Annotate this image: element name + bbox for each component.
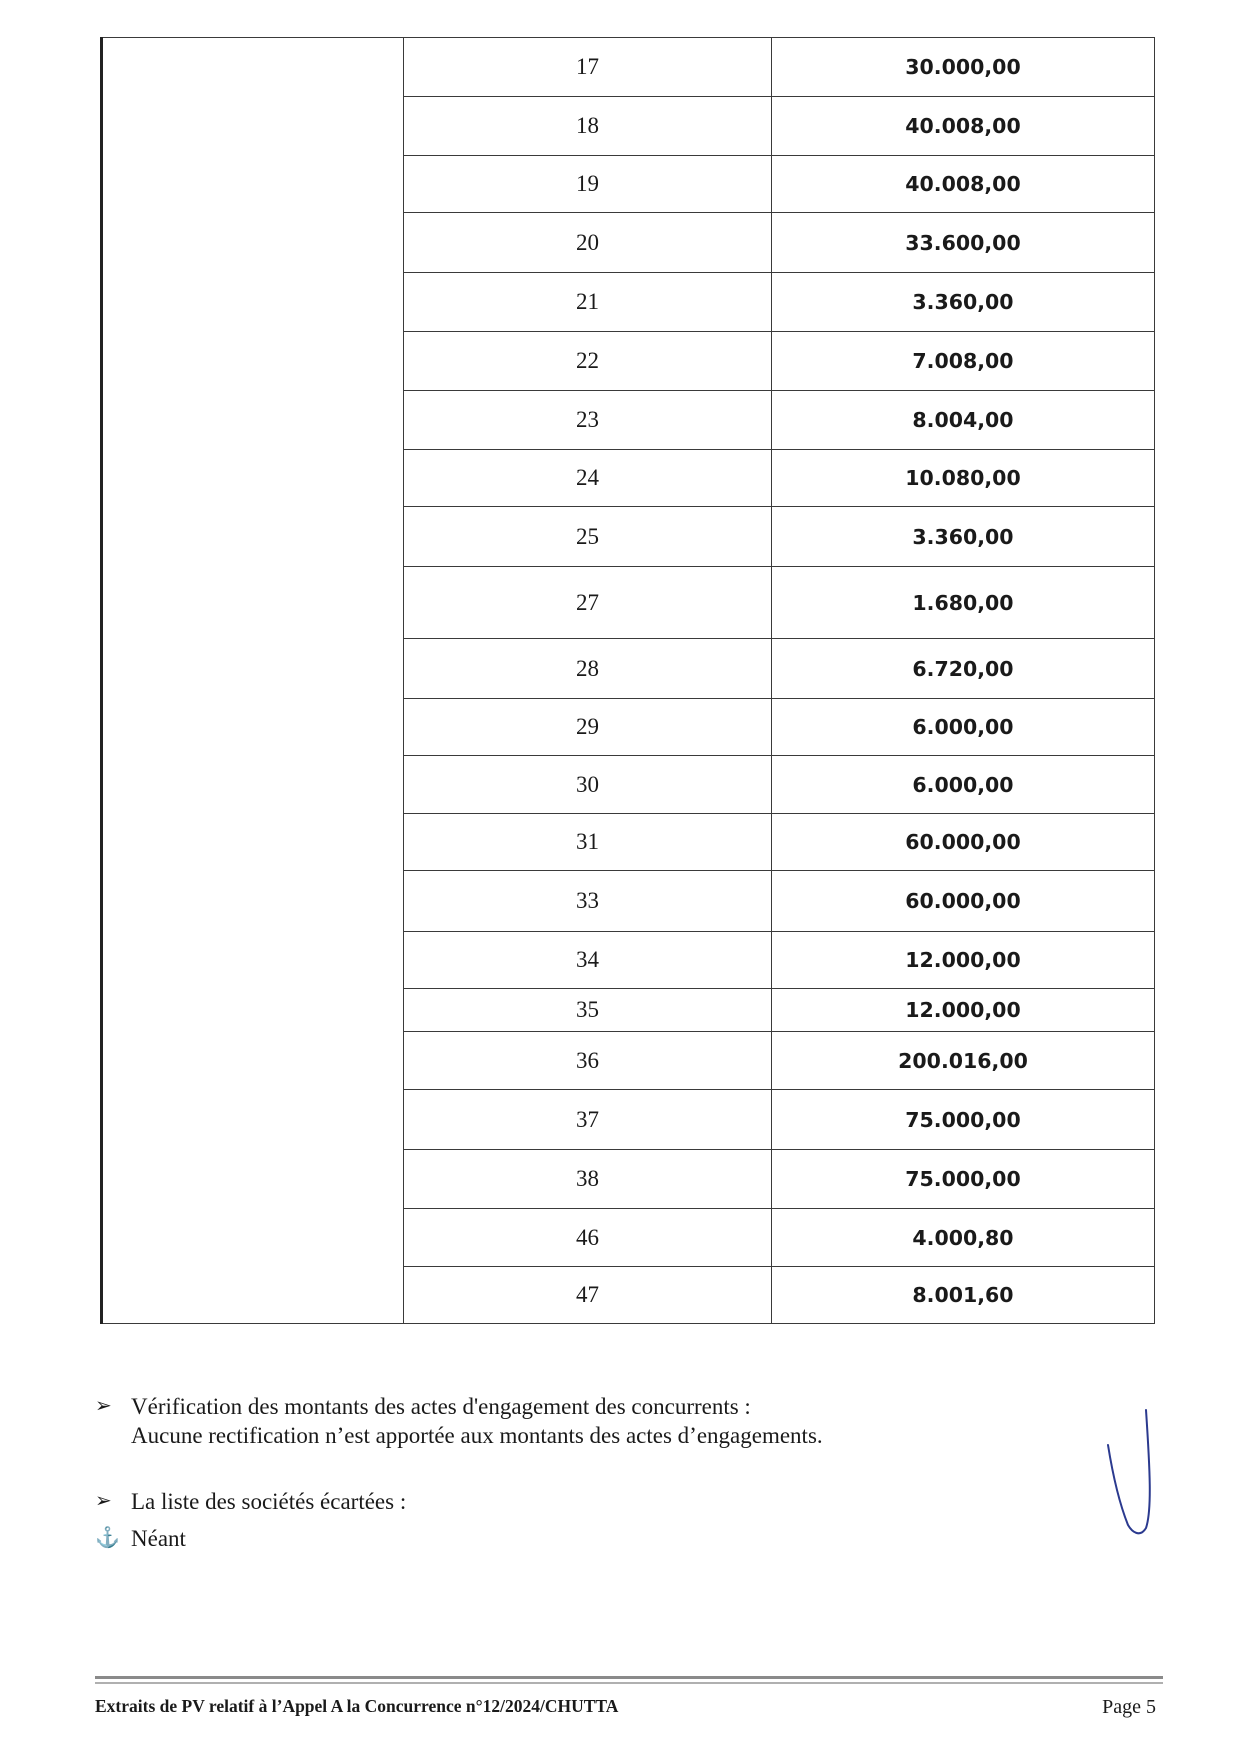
amount-cell: 8.004,00	[772, 391, 1155, 450]
page-footer	[95, 1676, 1163, 1719]
amount-cell: 4.000,80	[772, 1209, 1155, 1267]
amount-cell: 6.000,00	[772, 699, 1155, 756]
signature-mark	[1100, 1400, 1170, 1570]
arrow-bullet-icon: ➢	[95, 1490, 112, 1512]
amount-cell: 12.000,00	[772, 989, 1155, 1032]
amount-cell: 3.360,00	[772, 273, 1155, 332]
excluded-value: Néant	[131, 1526, 186, 1551]
amount-cell: 75.000,00	[772, 1090, 1155, 1150]
anchor-bullet-icon: ⚓	[95, 1527, 120, 1549]
lot-number-cell: 17	[404, 38, 772, 97]
lot-amount-table	[100, 37, 1155, 1324]
blank-cell	[102, 38, 404, 1324]
lot-number-cell: 21	[404, 273, 772, 332]
lot-number-cell: 46	[404, 1209, 772, 1267]
lot-number-cell: 25	[404, 507, 772, 567]
amount-cell: 60.000,00	[772, 814, 1155, 871]
lot-number-cell: 34	[404, 932, 772, 989]
lot-number-cell: 22	[404, 332, 772, 391]
amount-cell: 7.008,00	[772, 332, 1155, 391]
lot-number-cell: 23	[404, 391, 772, 450]
lot-number-cell: 20	[404, 213, 772, 273]
lot-number-cell: 31	[404, 814, 772, 871]
amount-cell: 33.600,00	[772, 213, 1155, 273]
amount-cell: 8.001,60	[772, 1267, 1155, 1324]
footer-rule	[95, 1676, 1163, 1679]
amount-cell: 40.008,00	[772, 97, 1155, 156]
table-body	[102, 38, 1155, 1324]
verification-text: Aucune rectification n’est apportée aux montants des actes d’engagements.	[131, 1423, 823, 1448]
lot-number-cell: 19	[404, 156, 772, 213]
amount-cell: 6.000,00	[772, 756, 1155, 814]
verification-item	[95, 1392, 1095, 1421]
lot-number-cell: 36	[404, 1032, 772, 1090]
amount-cell: 12.000,00	[772, 932, 1155, 989]
lot-number-cell: 28	[404, 639, 772, 699]
table-row	[102, 38, 1155, 97]
verification-heading: Vérification des montants des actes d'engagement des concurrents :	[131, 1394, 751, 1419]
lot-number-cell: 35	[404, 989, 772, 1032]
notes-section	[95, 1392, 1095, 1553]
amount-cell: 200.016,00	[772, 1032, 1155, 1090]
lot-number-cell: 24	[404, 450, 772, 507]
lot-number-cell: 38	[404, 1150, 772, 1209]
lot-number-cell: 18	[404, 97, 772, 156]
amount-cell: 40.008,00	[772, 156, 1155, 213]
excluded-value-item	[95, 1524, 1095, 1553]
footer-rule	[95, 1682, 1163, 1684]
amount-cell: 30.000,00	[772, 38, 1155, 97]
amount-cell: 10.080,00	[772, 450, 1155, 507]
lot-number-cell: 37	[404, 1090, 772, 1150]
footer-title: Extraits de PV relatif à l’Appel A la Concurrence n°12/2024/CHUTTA	[95, 1696, 619, 1716]
amount-cell: 75.000,00	[772, 1150, 1155, 1209]
amount-cell: 60.000,00	[772, 871, 1155, 932]
excluded-heading: La liste des sociétés écartées :	[131, 1489, 407, 1514]
amount-cell: 3.360,00	[772, 507, 1155, 567]
lot-number-cell: 33	[404, 871, 772, 932]
lot-number-cell: 29	[404, 699, 772, 756]
lot-number-cell: 27	[404, 567, 772, 639]
lot-number-cell: 30	[404, 756, 772, 814]
lot-number-cell: 47	[404, 1267, 772, 1324]
arrow-bullet-icon: ➢	[95, 1395, 112, 1417]
amount-cell: 6.720,00	[772, 639, 1155, 699]
excluded-item	[95, 1487, 1095, 1516]
amount-cell: 1.680,00	[772, 567, 1155, 639]
page-number: Page 5	[1102, 1696, 1156, 1718]
